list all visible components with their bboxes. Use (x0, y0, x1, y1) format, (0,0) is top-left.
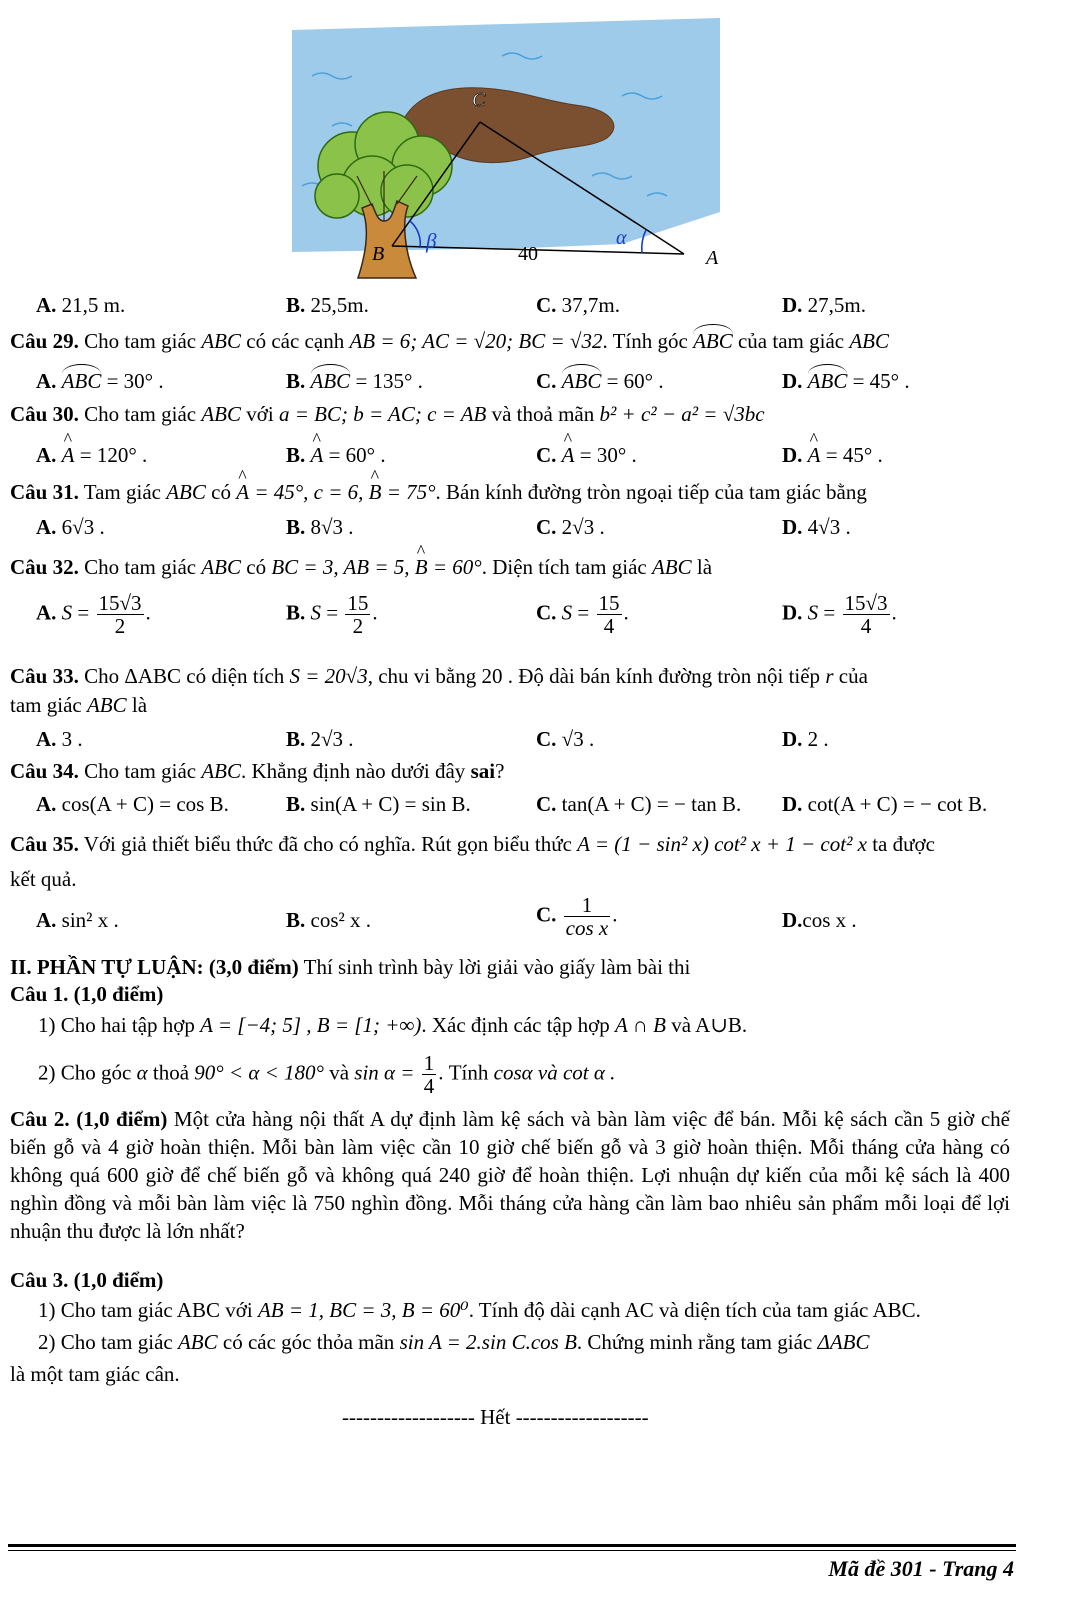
q33-answer-b[interactable]: B. 2√3 . (286, 727, 354, 751)
q28-answer-b[interactable]: B. 25,5m. (286, 293, 369, 317)
q30-answer-d[interactable]: D. ^ A = 45° . (782, 443, 883, 468)
essay-q1-heading: Câu 1. (1,0 điểm) (10, 982, 164, 1006)
q28-answer-a[interactable]: A. 21,5 m. (36, 293, 126, 317)
q29-answer-c[interactable]: C. ABC = 60° . (536, 369, 664, 393)
q31-stem: Câu 31. Tam giác ABC có ^ A = 45°, c = 6, ^ B = 75°. Bán kính đường tròn ngoại tiếp của tam giác bằng (10, 480, 867, 505)
essay-q3-part2: 2) Cho tam giác ABC có các góc thỏa mãn sin A = 2.sin C.cos B. Chứng minh rằng tam giác ΔABC (38, 1330, 870, 1354)
label-alpha: α (616, 227, 627, 249)
end-marker: ------------------- Hết ------------------- (342, 1405, 649, 1429)
label-beta: β (426, 229, 437, 253)
q31-answer-c[interactable]: C. 2√3 . (536, 515, 605, 539)
q34-answer-b[interactable]: B. sin(A + C) = sin B. (286, 792, 471, 816)
q29-answer-d[interactable]: D. ABC = 45° . (782, 369, 910, 393)
q35-answer-c[interactable]: C. $\frac{1}{\text{cos x}}$ . (536, 893, 618, 941)
q30-answer-c[interactable]: C. ^ A = 30° . (536, 443, 637, 468)
q29-answer-a[interactable]: A. ABC = 30° . (36, 369, 164, 393)
footer-page-code: Mã đề 301 - Trang 4 (828, 1556, 1014, 1581)
label-C: C (472, 89, 486, 111)
q35-answer-d[interactable]: D.cos x . (782, 908, 857, 932)
essay-q3-part1: 1) Cho tam giác ABC với AB = 1, BC = 3, B = 60⁰. Tính độ dài cạnh AC và diện tích của tam giác ABC. (38, 1298, 921, 1322)
essay-q1-part2: 2) Cho góc α thoả 90° < α < 180° và sin α = $\frac{1}{4}$ . Tính cosα và cot α . (38, 1051, 616, 1099)
q32-answer-b[interactable]: B. S = $\frac{15}{2}$ . (286, 591, 378, 639)
q31-answer-d[interactable]: D. 4√3 . (782, 515, 851, 539)
q33-stem: Câu 33. Cho ΔABC có diện tích S = 20√3, chu vi bằng 20 . Độ dài bán kính đường tròn nội tiếp r của (10, 664, 868, 688)
q33-stem-line2: tam giác ABC là (10, 693, 148, 717)
essay-q2: Câu 2. (1,0 điểm) Một cửa hàng nội thất A dự định làm kệ sách và bàn làm việc để bán. Mỗi kệ sách cần 5 giờ chế biến gỗ và 4 giờ hoàn thiện. Mỗi bàn làm việc cần 10 giờ chế biến gỗ và 3 giờ hoàn thiện. Mỗi tháng cửa hàng có không quá 600 giờ để chế biến gỗ và không quá 240 giờ để hoàn thiện. Lợi nhuận dự kiến của mỗi kệ sách là 400 nghìn đồng và mỗi bàn làm việc là 750 nghìn đồng. Mỗi tháng cửa hàng cần làm bao nhiêu sản phẩm mỗi loại để lợi nhuận thu được là lớn nhất? (10, 1107, 1010, 1243)
q30-stem: Câu 30. Cho tam giác ABC với a = BC; b = AC; c = AB và thoả mãn b² + c² − a² = √3bc (10, 402, 765, 426)
q34-answer-c[interactable]: C. tan(A + C) = − tan B. (536, 792, 742, 816)
q35-answer-a[interactable]: A. sin² x . (36, 908, 119, 932)
q33-answer-a[interactable]: A. 3 . (36, 727, 83, 751)
q29-answer-b[interactable]: B. ABC = 135° . (286, 369, 423, 393)
q28-answer-d[interactable]: D. 27,5m. (782, 293, 867, 317)
footer-rule-thin (8, 1550, 1016, 1551)
q32-answer-d[interactable]: D. S = $\frac{15√3}{4}$ . (782, 591, 897, 639)
essay-q1-part1: 1) Cho hai tập hợp A = [−4; 5] , B = [1; +∞). Xác định các tập hợp A ∩ B và A∪B. (38, 1013, 748, 1037)
q29-stem: Câu 29. Cho tam giác ABC có các cạnh AB = 6; AC = √20; BC = √32. Tính góc ABC của tam giác ABC (10, 329, 890, 353)
label-40: 40 (518, 243, 538, 265)
q30-answer-a[interactable]: A. ^ A = 120° . (36, 443, 147, 468)
q32-answer-a[interactable]: A. S = $\frac{15√3}{2}$ . (36, 591, 151, 639)
q31-answer-b[interactable]: B. 8√3 . (286, 515, 354, 539)
essay-q3-heading: Câu 3. (1,0 điểm) (10, 1268, 164, 1292)
q35-answer-b[interactable]: B. cos² x . (286, 908, 372, 932)
q33-answer-c[interactable]: C. √3 . (536, 727, 595, 751)
q33-answer-d[interactable]: D. 2 . (782, 727, 829, 751)
q32-stem: Câu 32. Cho tam giác ABC có BC = 3, AB = 5, ^ B = 60°. Diện tích tam giác ABC là (10, 555, 712, 580)
q31-answer-a[interactable]: A. 6√3 . (36, 515, 105, 539)
q34-answer-d[interactable]: D. cot(A + C) = − cot B. (782, 792, 988, 816)
q35-stem-line2: kết quả. (10, 867, 77, 891)
label-A: A (706, 247, 719, 269)
q28-answer-c[interactable]: C. 37,7m. (536, 293, 621, 317)
q34-stem: Câu 34. Cho tam giác ABC. Khẳng định nào dưới đây sai? (10, 759, 505, 783)
tree-triangle-figure (292, 16, 724, 286)
part2-heading: II. PHẦN TỰ LUẬN: (3,0 điểm) Thí sinh trình bày lời giải vào giấy làm bài thi (10, 955, 691, 979)
q30-answer-b[interactable]: B. ^ A = 60° . (286, 443, 386, 468)
label-B: B (372, 243, 385, 265)
footer-rule-thick (8, 1544, 1016, 1547)
q32-answer-c[interactable]: C. S = $\frac{15}{4}$ . (536, 591, 629, 639)
q35-stem: Câu 35. Với giả thiết biểu thức đã cho có nghĩa. Rút gọn biểu thức A = (1 − sin² x) cot² x + 1 − cot² x ta được (10, 832, 935, 856)
q34-answer-a[interactable]: A. cos(A + C) = cos B. (36, 792, 229, 816)
essay-q3-part2-line2: là một tam giác cân. (10, 1362, 180, 1386)
